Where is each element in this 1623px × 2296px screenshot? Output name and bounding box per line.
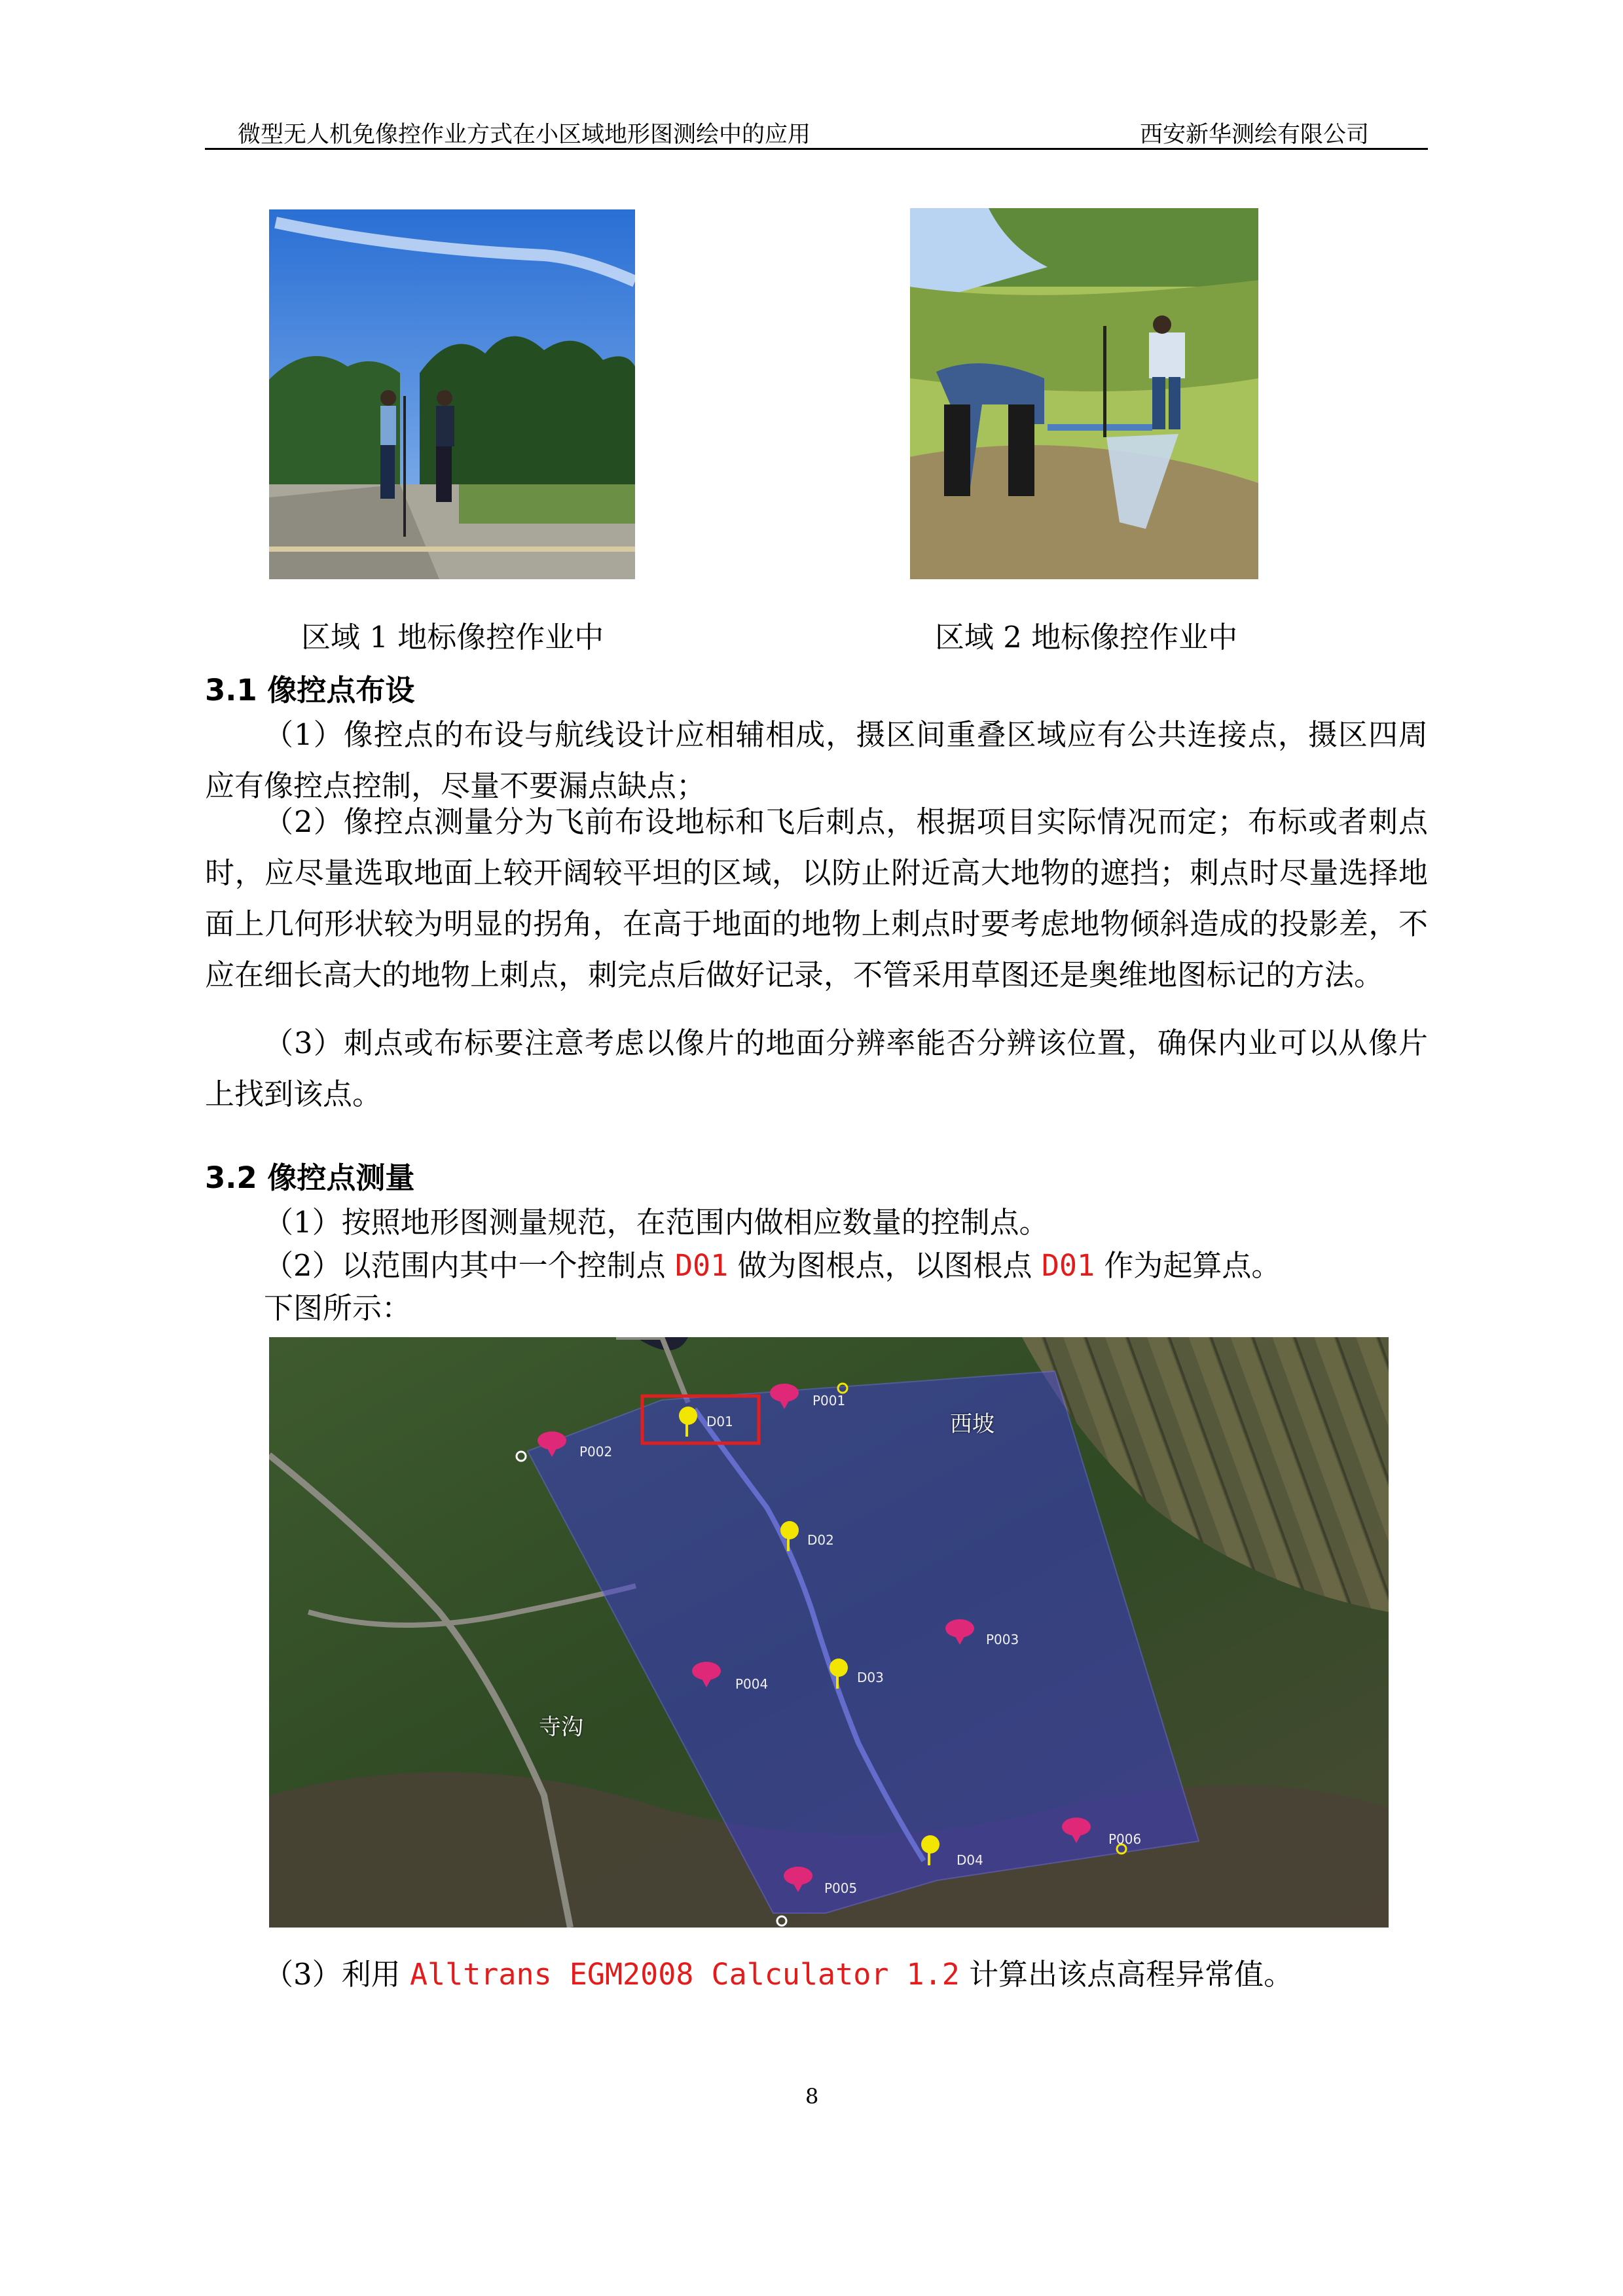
page-number: 8 <box>805 2084 819 2109</box>
section-3-2-p4 <box>205 1949 1428 2000</box>
label-p004: P004 <box>735 1676 769 1692</box>
photo-region-2 <box>910 208 1258 579</box>
d01-reference: D01 <box>1041 1248 1095 1283</box>
section-3-1-p3: （3）刺点或布标要注意考虑以像片的地面分辨率能否分辨该位置，确保内业可以从像片上找到该点。 <box>205 1026 1428 1111</box>
control-point-map <box>269 1337 1389 1928</box>
label-p005: P005 <box>824 1880 858 1896</box>
label-p003: P003 <box>986 1632 1019 1647</box>
place-name-xipo: 西坡 <box>950 1411 994 1437</box>
p2-text-a: （2）以范围内其中一个控制点 <box>264 1248 675 1283</box>
p4-text-b: 计算出该点高程异常值。 <box>959 1957 1294 1992</box>
photo-caption-1: 区域 1 地标像控作业中 <box>301 620 604 655</box>
header-title: 微型无人机免像控作业方式在小区域地形图测绘中的应用 <box>238 122 811 148</box>
label-d01: D01 <box>706 1414 733 1429</box>
p2-text-b: 做为图根点，以图根点 <box>728 1248 1042 1283</box>
label-p002: P002 <box>579 1444 613 1460</box>
section-heading-3-2: 3.2 像控点测量 <box>205 1160 415 1195</box>
section-3-2-p1: （1）按照地形图测量规范，在范围内做相应数量的控制点。 <box>264 1205 1049 1240</box>
tool-name: Alltrans EGM2008 Calculator 1.2 <box>409 1957 960 1992</box>
label-d04: D04 <box>957 1852 983 1868</box>
satellite-image <box>269 1337 1389 1928</box>
section-3-1-p1: （1）像控点的布设与航线设计应相辅相成，摄区间重叠区域应有公共连接点，摄区四周应有像控点控制，尽量不要漏点缺点； <box>205 717 1428 803</box>
header-company: 西安新华测绘有限公司 <box>1139 122 1369 148</box>
label-p001: P001 <box>812 1393 846 1408</box>
header-rule <box>205 148 1428 150</box>
p2-text-c: 作为起算点。 <box>1095 1248 1281 1283</box>
place-name-sigou: 寺沟 <box>539 1714 583 1740</box>
photo-region-1 <box>269 209 635 579</box>
d01-reference: D01 <box>674 1248 729 1283</box>
section-3-1-p2: （2）像控点测量分为飞前布设地标和飞后刺点，根据项目实际情况而定；布标或者刺点时，应尽量选取地面上较开阔较平坦的区域，以防止附近高大地物的遮挡；刺点时尽量选择地面上几何形状较为明显的拐角，在高于地面的地物上刺点时要考虑地物倾斜造成的投影差，不应在细长高大的地物上刺点，刺完点后做好记录，不管采用草图还是奥维地图标记的方法。 <box>205 804 1428 992</box>
label-p006: P006 <box>1108 1831 1142 1847</box>
photo-caption-2: 区域 2 地标像控作业中 <box>935 620 1238 655</box>
p4-text-a: （3）利用 <box>264 1957 410 1992</box>
section-heading-3-1: 3.1 像控点布设 <box>205 673 415 708</box>
running-header <box>205 110 1428 152</box>
label-d03: D03 <box>857 1670 884 1685</box>
section-3-2-p3: 下图所示： <box>264 1291 412 1325</box>
label-d02: D02 <box>807 1532 834 1548</box>
